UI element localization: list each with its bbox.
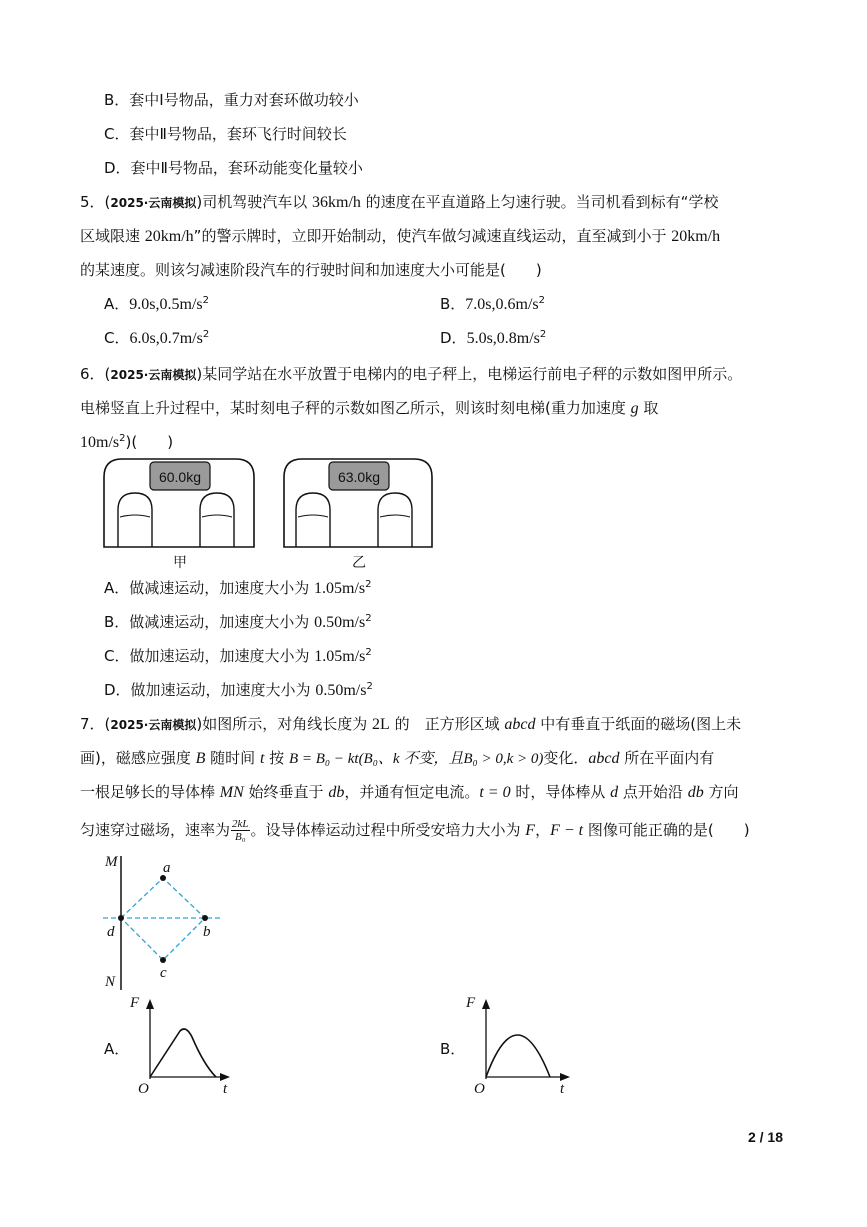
foot-left-2 — [200, 493, 234, 547]
q5-line-1: 5．(2025·云南模拟)司机驾驶汽车以 36km/h 的速度在平直道路上匀速行驶。当司机看到标有“学校 — [80, 193, 719, 211]
q6-line-2: 电梯竖直上升过程中，某时刻电子秤的示数如图乙所示，则该时刻电梯(重力加速度 g 取 — [80, 399, 659, 417]
q6-option-d: D．做加速运动，加速度大小为 $0.50m/s^2$ — [104, 681, 373, 699]
point-c — [160, 957, 166, 963]
q7-line-1: 7．(2025·云南模拟)如图所示，对角线长度为 2L 的 正方形区域 abcd 中有垂直于纸面的磁场(图上未 — [80, 715, 742, 733]
q5-number: 5．( — [80, 193, 111, 211]
svg-text:O: O — [474, 1081, 485, 1095]
svg-text:t: t — [223, 1081, 228, 1095]
scale-left — [104, 459, 254, 571]
label-m: M — [105, 854, 118, 870]
q4-option-c: C．套中Ⅱ号物品，套环飞行时间较长 — [104, 125, 347, 143]
q6-number: 6．( — [80, 365, 111, 383]
scale-right — [284, 459, 432, 571]
q5-speed-1: 36km/h — [312, 194, 361, 211]
q5-line-2: 区域限速 20km/h”的警示牌时，立即开始制动，使汽车做匀减速直线运动，直至减到小于 20km/h — [80, 227, 721, 245]
q5-line-3: 的某速度。则该匀减速阶段汽车的行驶时间和加速度大小可能是( ) — [80, 261, 542, 279]
q4-option-d: D．套中Ⅱ号物品，套环动能变化量较小 — [104, 159, 363, 177]
label-c: c — [160, 965, 167, 981]
q7-line-2: 画)，磁感应强度 B 随时间 t 按 B = B₀ − kt(B₀、k 不变，且B₀ > 0,k > 0)变化．abcd 所在平面内有 — [80, 749, 715, 767]
q5-option-a: A．$9.0s,0.5m/s^2$ — [104, 295, 209, 313]
square-abcd — [121, 878, 205, 960]
svg-text:F: F — [130, 995, 140, 1011]
label-b: b — [203, 924, 211, 940]
q7-line-3: 一根足够长的导体棒 MN 始终垂直于 db，并通有恒定电流。t = 0 时，导体棒从 d 点开始沿 db 方向 — [80, 783, 739, 801]
graph-option-b — [466, 995, 581, 1095]
q5-source: 2025·云南模拟 — [110, 196, 197, 210]
foot-right-2 — [378, 493, 412, 547]
q6-option-a: A．做减速运动，加速度大小为 $1.05m/s^2$ — [104, 579, 372, 597]
q5-option-c: C．$6.0s,0.7m/s^2$ — [104, 329, 210, 347]
q7-option-a-label: A． — [104, 1040, 130, 1058]
label-d: d — [107, 924, 115, 940]
q6-source: 2025·云南模拟 — [110, 368, 197, 382]
svg-text:O: O — [138, 1081, 149, 1095]
point-b — [202, 915, 208, 921]
foot-right-1 — [296, 493, 330, 547]
q7-number: 7．( — [80, 715, 111, 733]
q7-source: 2025·云南模拟 — [110, 718, 197, 732]
q7-formula: B = B₀ − kt(B₀、k 不变，且B₀ > 0,k > 0) — [288, 751, 544, 767]
q6-option-c: C．做加速运动，加速度大小为 $1.05m/s^2$ — [104, 647, 372, 665]
point-d — [118, 915, 124, 921]
q6-line-3: $10m/s^2$)( ) — [80, 433, 174, 451]
q5-speed-2: 20km/h — [144, 228, 194, 245]
q6-option-b: B．做减速运动，加速度大小为 $0.50m/s^2$ — [104, 613, 372, 631]
foot-left-1 — [118, 493, 152, 547]
q7-option-b-label: B． — [440, 1040, 466, 1058]
label-n: N — [105, 974, 116, 990]
scale-right-caption: 乙 — [352, 555, 366, 571]
square-field-diagram — [95, 850, 235, 995]
q6-line-1: 6．(2025·云南模拟)某同学站在水平放置于电梯内的电子秤上，电梯运行前电子秤的示数如图甲所示。 — [80, 365, 743, 383]
scales-figure — [100, 455, 440, 575]
curve-b — [486, 1035, 550, 1077]
graph-option-a — [130, 995, 240, 1095]
svg-text:t: t — [560, 1081, 565, 1095]
label-a: a — [163, 860, 171, 876]
q7-line-4: 匀速穿过磁场，速率为 $\frac{2kL}{\text{B₀}}$ 。设导体棒运动过程中所受安培力大小为 F，F − t 图像可能正确的是( ) — [80, 818, 750, 843]
q5-option-b: B．$7.0s,0.6m/s^2$ — [440, 295, 546, 313]
svg-text:F: F — [466, 995, 476, 1011]
scale-left-caption: 甲 — [173, 555, 187, 571]
q7-speed-fraction: $\frac{2kL}{\text{B₀}}$ — [232, 818, 249, 843]
curve-a — [150, 1029, 216, 1077]
scale-right-reading: 63.0kg — [337, 469, 381, 485]
q5-option-d: D．$5.0s,0.8m/s^2$ — [440, 329, 547, 347]
page-number: 2 / 18 — [747, 1129, 783, 1145]
q5-speed-3: 20km/h — [671, 228, 721, 245]
q4-option-b: B．套中Ⅰ号物品，重力对套环做功较小 — [104, 91, 359, 109]
scale-left-reading: 60.0kg — [158, 469, 202, 485]
